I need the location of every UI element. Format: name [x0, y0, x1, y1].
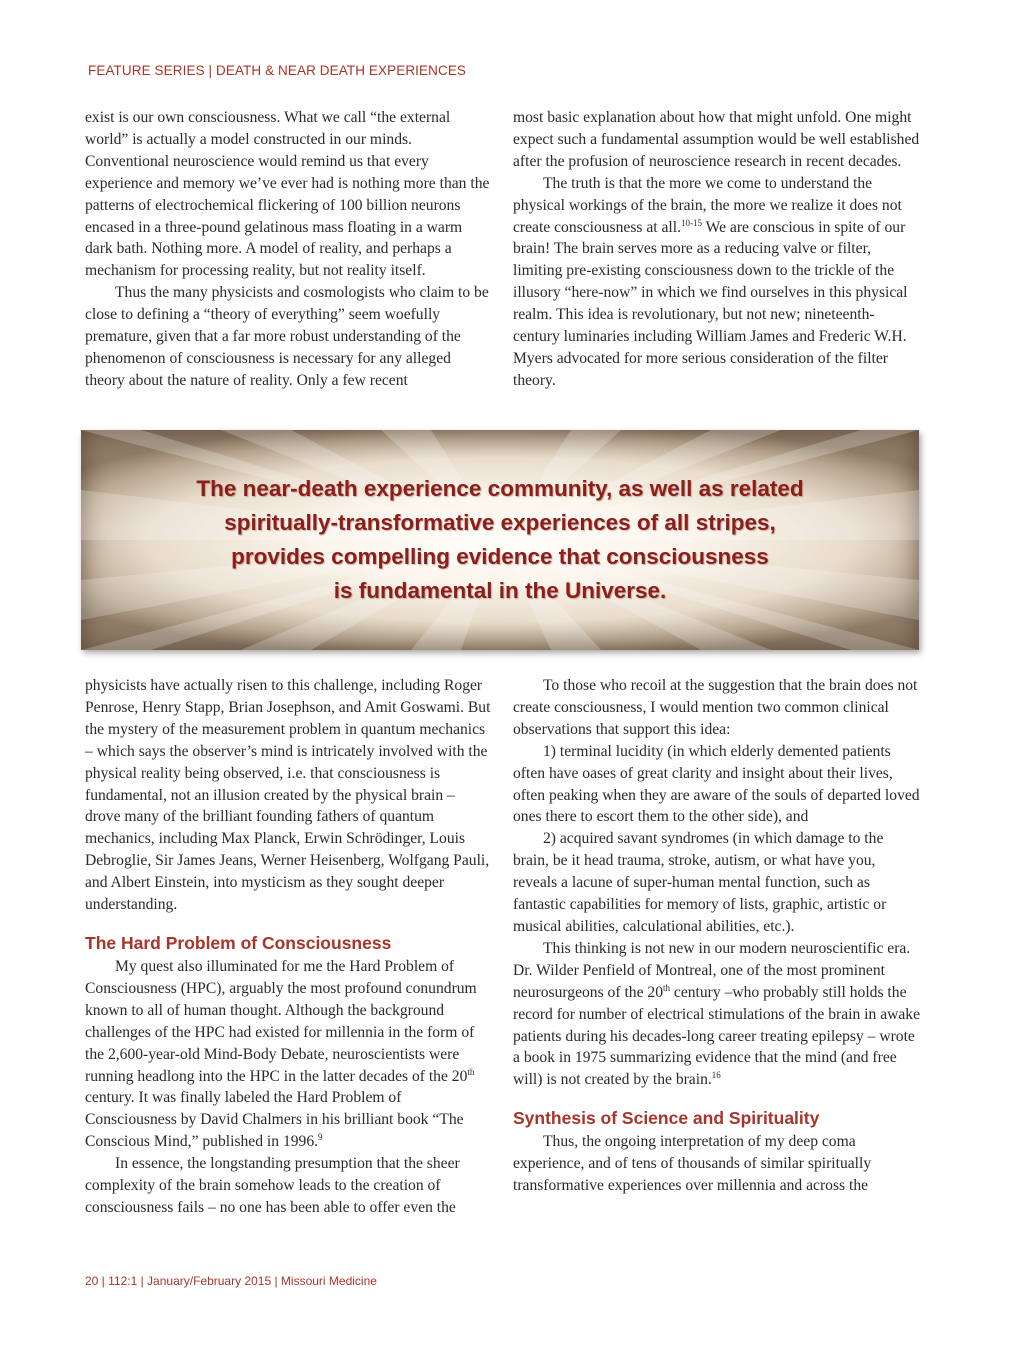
paragraph: exist is our own consciousness. What we call “the external world” is actually a model constructed in our minds. Conventional neuroscience would remind us that every experience and memory we’ve ever had is nothing more than the patterns of electrochemical flickering of 100 billion neurons encased in a three-pound gelatinous mass floating in a warm dark bath. Nothing more. A model of reality, and perhaps a mechanism for processing reality, but not reality itself.: [85, 109, 490, 280]
bottom-right-column: [513, 675, 921, 1197]
pull-quote-line: provides compelling evidence that consciousness: [231, 544, 769, 569]
list-item: 2) acquired savant syndromes (in which damage to the brain, be it head trauma, stroke, autism, or what have you, reveals a lacune of super-human mental function, such as fantastic capabilities for memory of lists, graphic, artistic or musical abilities, calculational abilities, etc.).: [513, 830, 887, 935]
paragraph: physicists have actually risen to this challenge, including Roger Penrose, Henry Stapp, Brian Josephson, and Amit Goswami. But the mystery of the measurement problem in quantum mechanics – which says the observer’s mind is intricately involved with the physical reality being observed, i.e. that consciousness is fundamental, not an illusion created by the physical brain – drove many of the brilliant founding fathers of quantum mechanics, including Max Planck, Erwin Schrödinger, Louis Debroglie, Sir James Jeans, Werner Heisenberg, Wolfgang Pauli, and Albert Einstein, into mysticism as they sought deeper understanding.: [85, 677, 491, 914]
reference-superscript: 16: [711, 1070, 721, 1081]
text-run: century –who probably still holds the record for number of electrical stimulations of the brain in awake patients during his decades-long career treating epilepsy – wrote a book in 1975 summarizing evidence that the mind (and free will) is not created by the brain.: [513, 983, 921, 1089]
pull-quote-line: spiritually-transformative experiences of all stripes,: [224, 510, 776, 535]
ordinal-superscript: th: [663, 982, 671, 993]
pull-quote-box: [81, 430, 919, 650]
paragraph: To those who recoil at the suggestion that the brain does not create consciousness, I would mention two common clinical observations that support this idea:: [513, 677, 918, 738]
page-footer: 20 | 112:1 | January/February 2015 | Missouri Medicine: [85, 1274, 377, 1288]
paragraph: Thus the many physicists and cosmologists who claim to be close to defining a “theory of everything” seem woefully premature, given that a far more robust understanding of the phenomenon of consciousness is necessary for any alleged theory about the nature of reality. Only a few recent: [85, 284, 489, 389]
list-item: 1) terminal lucidity (in which elderly demented patients often have oases of great clarity and insight about their lives, often peaking when they are aware of the souls of departed loved ones there to escort them to the other side), and: [513, 742, 920, 826]
paragraph: Thus, the ongoing interpretation of my deep coma experience, and of tens of thousands of similar spiritually transformative experiences over millennia and across the: [513, 1133, 872, 1195]
pull-quote-text: [81, 472, 919, 608]
paragraph: [85, 956, 493, 1153]
bottom-left-column: [85, 675, 493, 1219]
reference-superscript: 10-15: [681, 217, 702, 228]
section-heading: The Hard Problem of Consciousness: [85, 932, 392, 953]
pull-quote-line: The near-death experience community, as well as related: [196, 476, 804, 501]
text-run: This thinking is not new in our modern neuroscientific era. Dr. Wilder Penfield of Montreal, one of the most prominent neurosurgeons of the 20: [513, 939, 911, 1001]
ordinal-superscript: th: [467, 1066, 475, 1077]
paragraph: [513, 173, 921, 392]
top-left-column: [85, 107, 493, 392]
text-run: The truth is that the more we come to understand the physical workings of the brain, the more we realize it does not create consciousness at all.: [513, 174, 902, 236]
paragraph: [513, 938, 921, 1091]
paragraph: In essence, the longstanding presumption that the sheer complexity of the brain somehow leads to the creation of consciousness fails – no one has been able to offer even the: [85, 1155, 460, 1216]
text-run: My quest also illuminated for me the Hard Problem of Consciousness (HPC), arguably the most profound conundrum known to all of human thought. Although the background challenges of the HPC had existed for millennia in the form of the 2,600-year-old Mind-Body Debate, neuroscientists were running headlong into the HPC in the latter decades of the 20: [85, 957, 477, 1085]
pull-quote-line: is fundamental in the Universe.: [333, 578, 667, 603]
text-run: century. It was finally labeled the Hard Problem of Consciousness by David Chalmers in his brilliant book “The Conscious Mind,” published in 1996.: [85, 1089, 464, 1151]
top-right-column: [513, 107, 921, 392]
section-heading: Synthesis of Science and Spirituality: [513, 1108, 820, 1129]
text-run: We are conscious in spite of our brain! The brain serves more as a reducing valve or filter, limiting pre-existing consciousness down to the trickle of the illusory “here-now” in which we find ourselves in this physical realm. This idea is revolutionary, but not new; nineteenth-century luminaries including William James and Frederic W.H. Myers advocated for more serious consideration of the filter theory.: [513, 218, 908, 389]
reference-superscript: 9: [318, 1132, 323, 1143]
paragraph: most basic explanation about how that might unfold. One might expect such a fundamental assumption would be well established after the profusion of neuroscience research in recent decades.: [513, 109, 920, 170]
running-header: FEATURE SERIES | DEATH & NEAR DEATH EXPERIENCES: [88, 63, 467, 78]
